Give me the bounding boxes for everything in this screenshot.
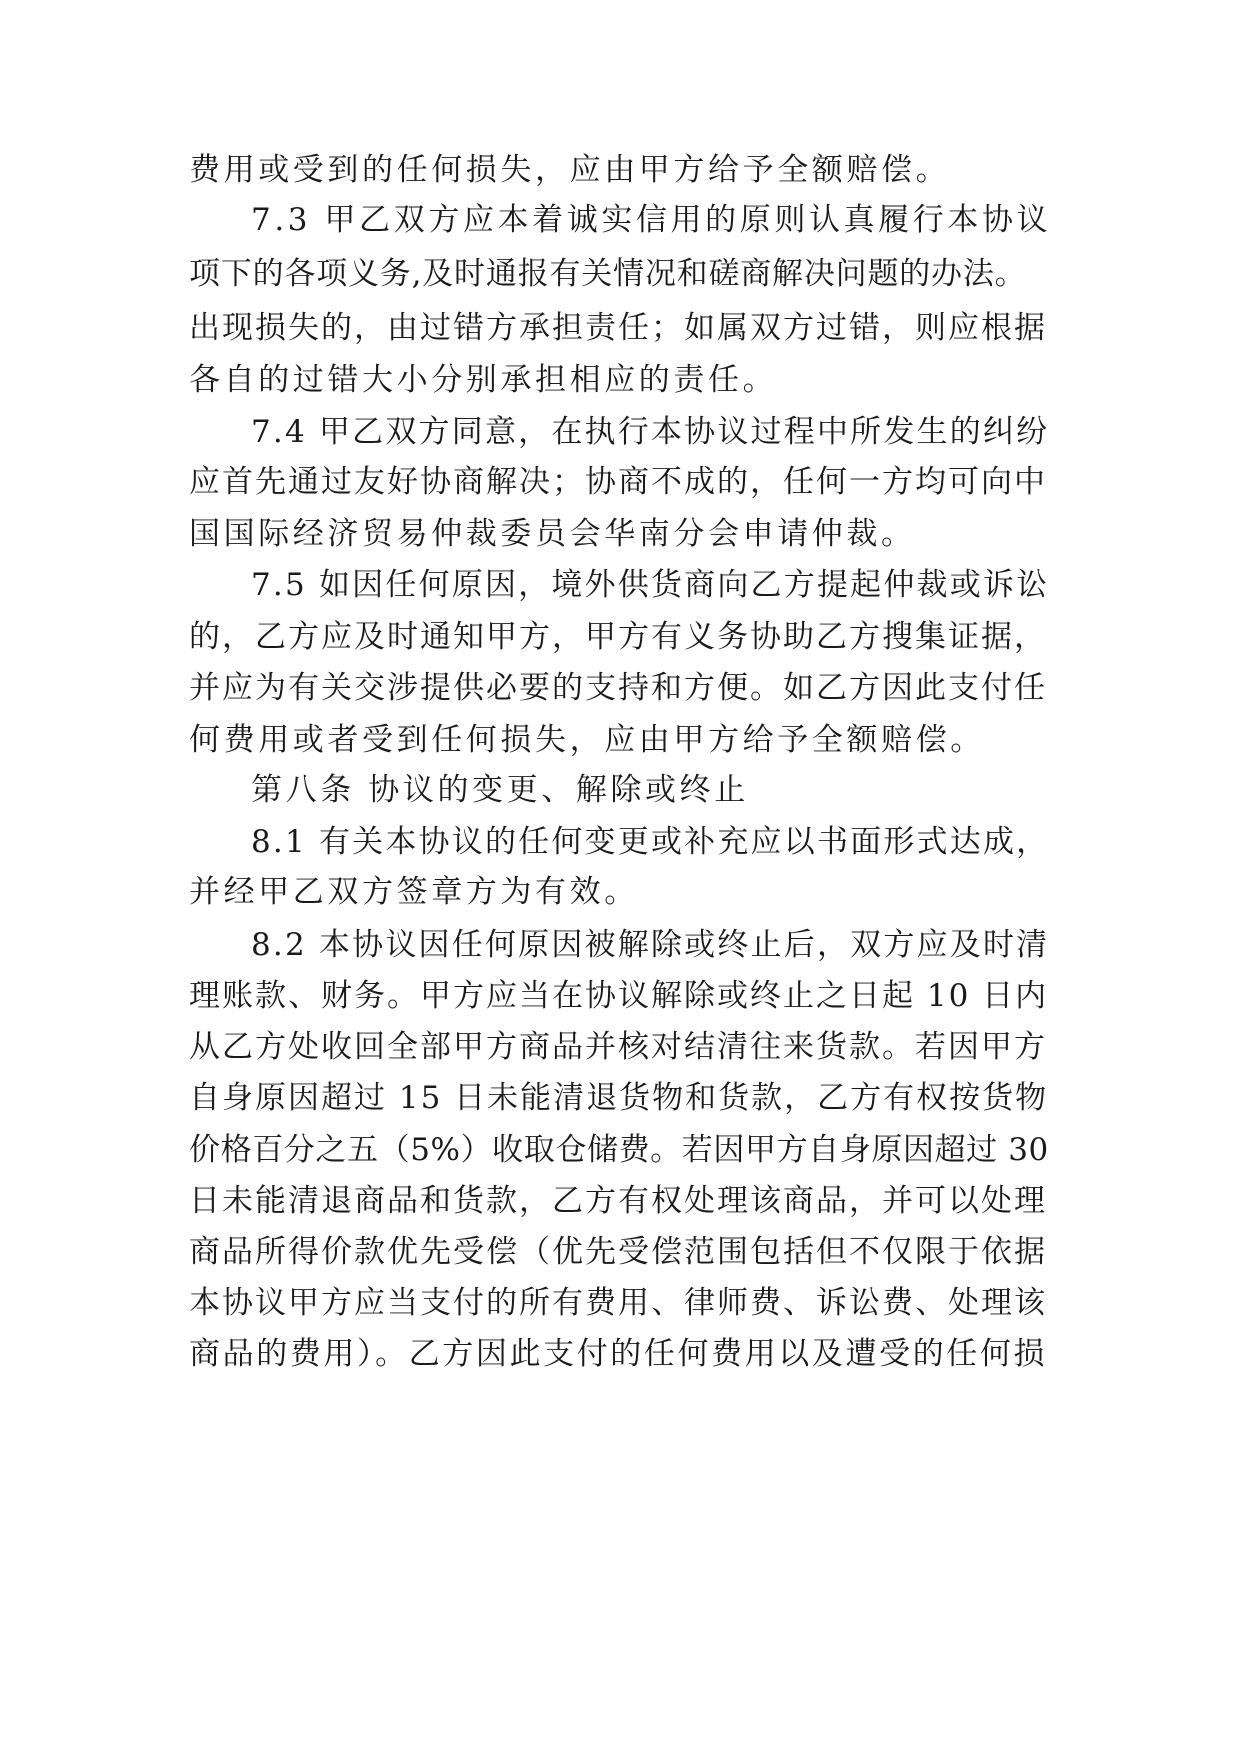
- clause-7-5-heading-line: 7.5 如因任何原因，境外供货商向乙方提起仲裁或诉讼: [251, 567, 1050, 603]
- text-line: 并经甲乙双方签章方为有效。: [189, 874, 639, 910]
- clause-7-3-heading-line: 7.3 甲乙双方应本着诚实信用的原则认真履行本协议: [251, 202, 1052, 238]
- text-line: 理账款、财务。甲方应当在协议解除或终止之日起 10 日内: [189, 978, 1049, 1014]
- text-line: 并应为有关交涉提供必要的支持和方便。如乙方因此支付任: [189, 670, 1047, 706]
- clause-8-2-heading-line: 8.2 本协议因任何原因被解除或终止后，双方应及时清: [251, 927, 1050, 963]
- text-line: 商品所得价款优先受偿（优先受偿范围包括但不仅限于依据: [189, 1234, 1047, 1270]
- text-line: 日未能清退商品和货款，乙方有权处理该商品，并可以处理: [189, 1183, 1047, 1219]
- text-line: 从乙方处收回全部甲方商品并核对结清往来货款。若因甲方: [189, 1029, 1047, 1065]
- text-line: 商品的费用）。乙方因此支付的任何费用以及遭受的任何损: [189, 1336, 1048, 1372]
- text-line: 的，乙方应及时通知甲方，甲方有义务协助乙方搜集证据，: [189, 619, 1047, 655]
- text-line: 本协议甲方应当支付的所有费用、律师费、诉讼费、处理该: [189, 1285, 1047, 1321]
- clause-7-4-heading-line: 7.4 甲乙双方同意，在执行本协议过程中所发生的纠纷: [251, 414, 1050, 450]
- text-line: 自身原因超过 15 日未能清退货物和货款，乙方有权按货物: [189, 1080, 1049, 1116]
- text-line: 何费用或者受到任何损失，应由甲方给予全额赔偿。: [189, 722, 985, 758]
- text-line: 出现损失的，由过错方承担责任；如属双方过错，则应根据: [189, 310, 1047, 346]
- text-line: 费用或受到的任何损失，应由甲方给予全额赔偿。: [189, 152, 951, 188]
- article-8-heading: 第八条 协议的变更、解除或终止: [251, 772, 749, 808]
- text-line: 项下的各项义务,及时通报有关情况和磋商解决问题的办法。: [189, 256, 1027, 292]
- clause-8-1-heading-line: 8.1 有关本协议的任何变更或补充应以书面形式达成，: [251, 824, 1050, 860]
- text-line: 国国际经济贸易仲裁委员会华南分会申请仲裁。: [189, 516, 916, 552]
- text-line: 各自的过错大小分别承担相应的责任。: [189, 362, 778, 398]
- text-line: 应首先通过友好协商解决；协商不成的，任何一方均可向中: [189, 464, 1047, 500]
- text-line: 价格百分之五（5%）收取仓储费。若因甲方自身原因超过 30: [189, 1132, 1049, 1168]
